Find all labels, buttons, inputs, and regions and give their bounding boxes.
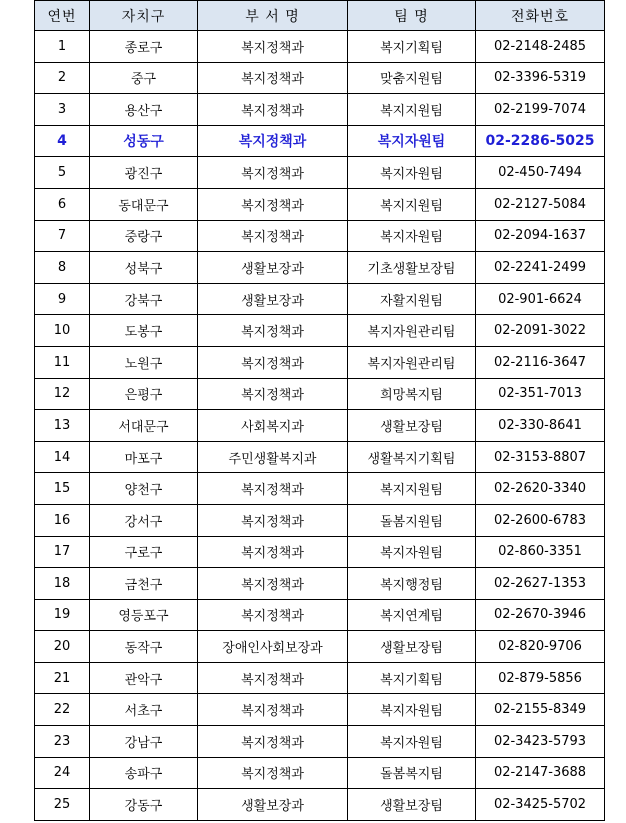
team-name: 복지자원팀 [348,536,476,568]
header-team: 팀 명 [348,1,476,31]
team-name: 복지자원팀 [348,726,476,758]
team-name: 복지기획팀 [348,662,476,694]
header-phone: 전화번호 [476,1,605,31]
district-name: 강북구 [90,283,198,315]
table-row [35,283,605,315]
row-number: 9 [35,283,90,315]
department-name: 복지정책과 [198,757,348,789]
phone-number: 02-3425-5702 [476,789,605,821]
district-name: 동작구 [90,631,198,663]
team-name: 돌봄지원팀 [348,504,476,536]
phone-number: 02-330-8641 [476,410,605,442]
district-name: 종로구 [90,31,198,63]
district-name: 서대문구 [90,410,198,442]
phone-number: 02-3396-5319 [476,62,605,94]
department-name: 복지정책과 [198,568,348,600]
team-name: 복지자원팀 [348,220,476,252]
table-row [35,473,605,505]
table-row [35,631,605,663]
phone-number: 02-450-7494 [476,157,605,189]
team-name: 복지연계팀 [348,599,476,631]
table-row [35,568,605,600]
table-row [35,315,605,347]
team-name: 자활지원팀 [348,283,476,315]
row-number: 13 [35,410,90,442]
row-number: 14 [35,441,90,473]
row-number: 2 [35,62,90,94]
phone-number: 02-2620-3340 [476,473,605,505]
table-row [35,757,605,789]
department-name: 복지정책과 [198,378,348,410]
team-name: 희망복지팀 [348,378,476,410]
row-number: 12 [35,378,90,410]
phone-number: 02-3423-5793 [476,726,605,758]
phone-number: 02-3153-8807 [476,441,605,473]
team-name: 복지지원팀 [348,473,476,505]
team-name: 복지자원관리팀 [348,315,476,347]
phone-number: 02-2094-1637 [476,220,605,252]
district-name: 송파구 [90,757,198,789]
row-number: 24 [35,757,90,789]
department-name: 복지정책과 [198,662,348,694]
row-number: 20 [35,631,90,663]
district-name: 용산구 [90,94,198,126]
district-name: 구로구 [90,536,198,568]
district-name: 양천구 [90,473,198,505]
team-name: 복지자원팀 [348,157,476,189]
department-name: 복지정책과 [198,188,348,220]
row-number: 25 [35,789,90,821]
table-row [35,378,605,410]
department-name: 생활보장과 [198,252,348,284]
row-number: 4 [35,125,90,157]
department-name: 복지정책과 [198,125,348,157]
department-name: 생활보장과 [198,283,348,315]
team-name: 복지지원팀 [348,188,476,220]
team-name: 생활보장팀 [348,789,476,821]
district-name: 서초구 [90,694,198,726]
table-row [35,726,605,758]
table-row [35,410,605,442]
district-name: 도봉구 [90,315,198,347]
table-row [35,694,605,726]
phone-number: 02-820-9706 [476,631,605,663]
phone-number: 02-2155-8349 [476,694,605,726]
department-name: 복지정책과 [198,504,348,536]
phone-number: 02-2670-3946 [476,599,605,631]
phone-number: 02-2286-5025 [476,125,605,157]
district-name: 중랑구 [90,220,198,252]
department-name: 복지정책과 [198,62,348,94]
department-name: 생활보장과 [198,789,348,821]
department-name: 복지정책과 [198,473,348,505]
department-name: 복지정책과 [198,726,348,758]
phone-number: 02-2600-6783 [476,504,605,536]
district-welfare-contact-table [34,0,605,821]
team-name: 돌봄복지팀 [348,757,476,789]
phone-number: 02-351-7013 [476,378,605,410]
row-number: 19 [35,599,90,631]
table-row [35,188,605,220]
phone-number: 02-860-3351 [476,536,605,568]
row-number: 6 [35,188,90,220]
phone-number: 02-2199-7074 [476,94,605,126]
row-number: 5 [35,157,90,189]
team-name: 복지지원팀 [348,94,476,126]
row-number: 17 [35,536,90,568]
table-row [35,599,605,631]
department-name: 주민생활복지과 [198,441,348,473]
phone-number: 02-879-5856 [476,662,605,694]
district-name: 성북구 [90,252,198,284]
department-name: 복지정책과 [198,315,348,347]
table-row [35,125,605,157]
row-number: 15 [35,473,90,505]
table-row [35,157,605,189]
team-name: 생활보장팀 [348,631,476,663]
table-row [35,62,605,94]
header-department: 부 서 명 [198,1,348,31]
header-no: 연번 [35,1,90,31]
table-row [35,536,605,568]
phone-number: 02-2241-2499 [476,252,605,284]
team-name: 복지기획팀 [348,31,476,63]
row-number: 11 [35,346,90,378]
team-name: 복지자원관리팀 [348,346,476,378]
district-name: 마포구 [90,441,198,473]
department-name: 사회복지과 [198,410,348,442]
table-row [35,94,605,126]
district-name: 강남구 [90,726,198,758]
district-name: 노원구 [90,346,198,378]
district-name: 강서구 [90,504,198,536]
district-name: 영등포구 [90,599,198,631]
department-name: 복지정책과 [198,694,348,726]
team-name: 맞춤지원팀 [348,62,476,94]
district-name: 관악구 [90,662,198,694]
row-number: 21 [35,662,90,694]
team-name: 생활복지기획팀 [348,441,476,473]
team-name: 생활보장팀 [348,410,476,442]
department-name: 복지정책과 [198,157,348,189]
team-name: 복지자원팀 [348,125,476,157]
department-name: 복지정책과 [198,346,348,378]
table-row [35,31,605,63]
row-number: 7 [35,220,90,252]
district-name: 중구 [90,62,198,94]
row-number: 1 [35,31,90,63]
table-row [35,662,605,694]
district-name: 광진구 [90,157,198,189]
district-name: 강동구 [90,789,198,821]
phone-number: 02-2627-1353 [476,568,605,600]
phone-number: 02-901-6624 [476,283,605,315]
phone-number: 02-2148-2485 [476,31,605,63]
district-name: 금천구 [90,568,198,600]
department-name: 복지정책과 [198,599,348,631]
row-number: 22 [35,694,90,726]
phone-number: 02-2127-5084 [476,188,605,220]
row-number: 10 [35,315,90,347]
district-name: 성동구 [90,125,198,157]
phone-number: 02-2116-3647 [476,346,605,378]
table-row [35,441,605,473]
table-row [35,789,605,821]
team-name: 복지행정팀 [348,568,476,600]
table-body [35,31,605,821]
team-name: 기초생활보장팀 [348,252,476,284]
row-number: 3 [35,94,90,126]
district-name: 동대문구 [90,188,198,220]
table-row [35,504,605,536]
table-row [35,252,605,284]
table-row [35,346,605,378]
row-number: 18 [35,568,90,600]
header-district: 자치구 [90,1,198,31]
header-row [35,1,605,31]
department-name: 복지정책과 [198,94,348,126]
department-name: 복지정책과 [198,31,348,63]
phone-number: 02-2147-3688 [476,757,605,789]
row-number: 8 [35,252,90,284]
department-name: 장애인사회보장과 [198,631,348,663]
row-number: 23 [35,726,90,758]
district-name: 은평구 [90,378,198,410]
table-row [35,220,605,252]
team-name: 복지자원팀 [348,694,476,726]
department-name: 복지정책과 [198,536,348,568]
row-number: 16 [35,504,90,536]
phone-number: 02-2091-3022 [476,315,605,347]
department-name: 복지정책과 [198,220,348,252]
